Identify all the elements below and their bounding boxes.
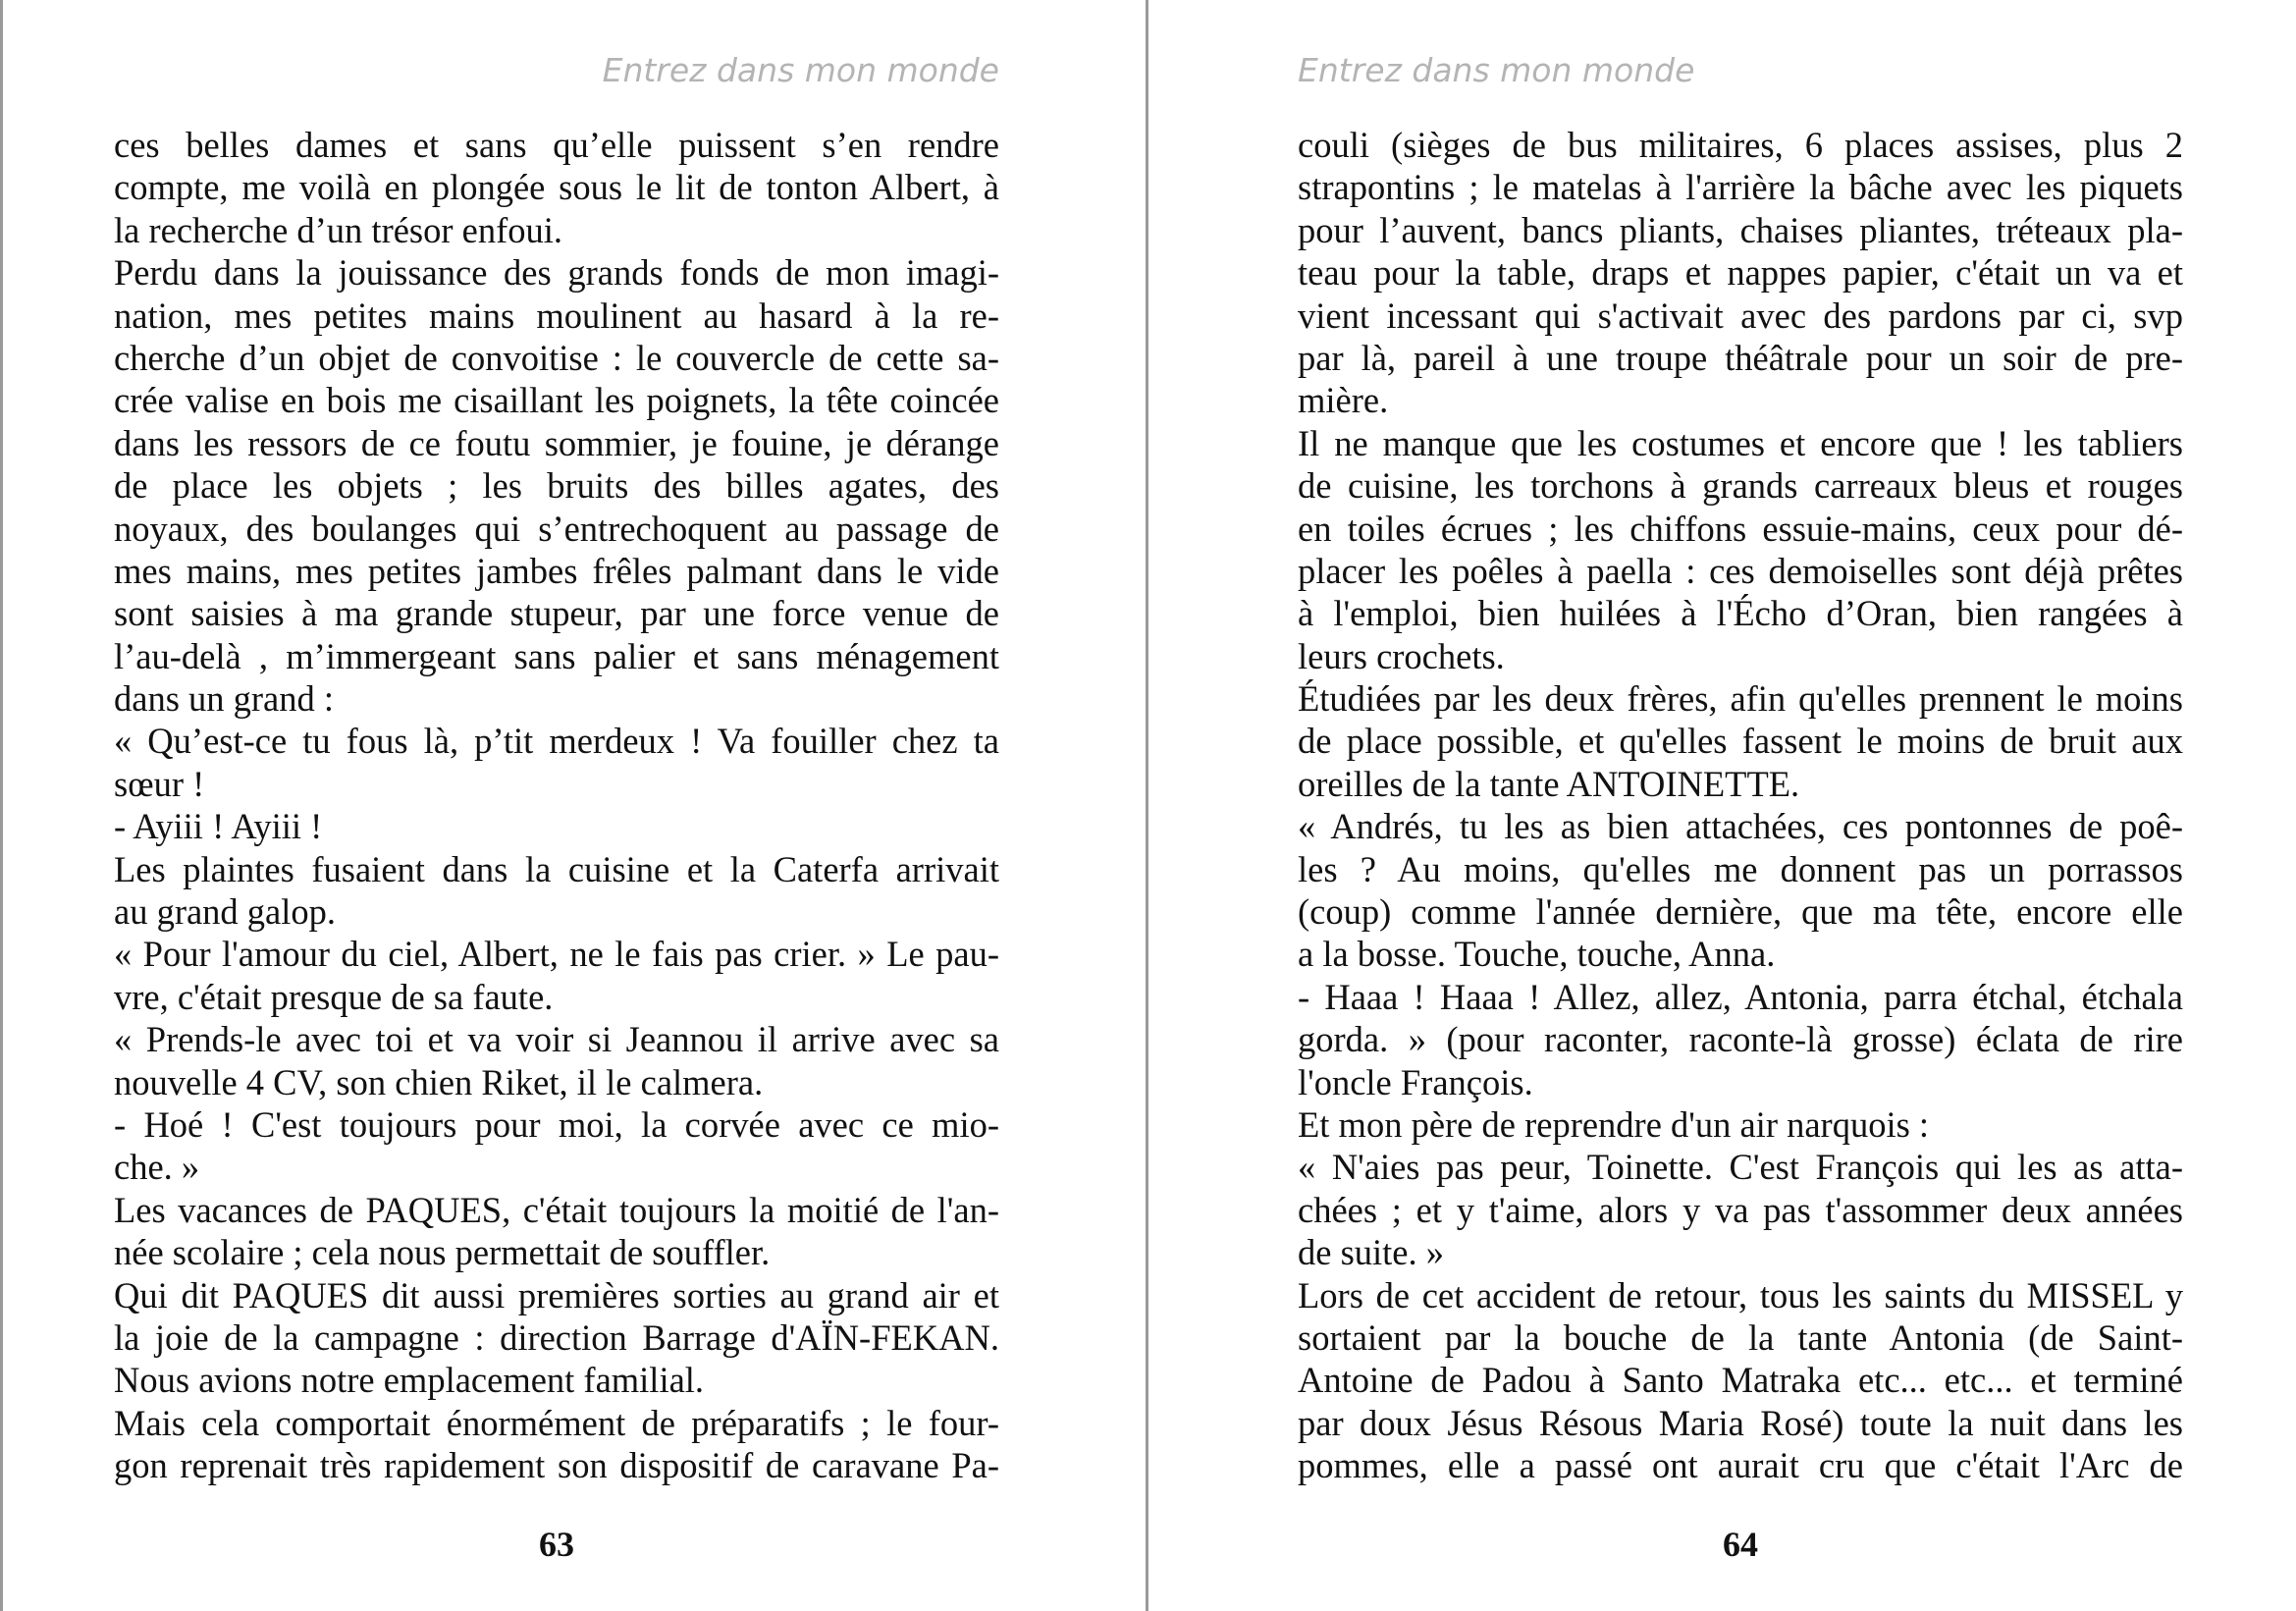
text-line: sortaient par la bouche de la tante Antonia (de Saint- bbox=[1298, 1316, 2183, 1358]
text-line: Mais cela comportait énormément de préparatifs ; le four- bbox=[114, 1402, 999, 1443]
text-line: Les vacances de PAQUES, c'était toujours la moitié de l'an- bbox=[114, 1189, 999, 1230]
text-line: noyaux, des boulanges qui s’entrechoquent au passage de bbox=[114, 508, 999, 549]
page-right bbox=[1298, 0, 2183, 1611]
running-header: Entrez dans mon monde bbox=[602, 51, 999, 89]
text-line: a la bosse. Touche, touche, Anna. bbox=[1298, 934, 1776, 975]
text-line: « Prends-le avec toi et va voir si Jeannou il arrive avec sa bbox=[114, 1019, 999, 1060]
text-line: dans un grand : bbox=[114, 678, 335, 720]
text-line: che. » bbox=[114, 1147, 200, 1188]
text-line: Lors de cet accident de retour, tous les saints du MISSEL y bbox=[1298, 1274, 2183, 1316]
text-line: de cuisine, les torchons à grands carreaux bleus et rouges bbox=[1298, 465, 2183, 507]
text-line: couli (sièges de bus militaires, 6 places assises, plus 2 bbox=[1298, 125, 2183, 165]
text-line: dans les ressors de ce foutu sommier, je fouine, je dérange bbox=[114, 422, 999, 463]
text-line: sont saisies à ma grande stupeur, par une force venue de bbox=[114, 593, 999, 634]
page-number: 64 bbox=[1723, 1525, 1758, 1564]
text-line: Il ne manque que les costumes et encore que ! les tabliers bbox=[1298, 422, 2183, 463]
text-line: vre, c'était presque de sa faute. bbox=[114, 976, 554, 1017]
text-line: mes mains, mes petites jambes frêles palmant dans le vide bbox=[114, 550, 999, 591]
text-line: compte, me voilà en plongée sous le lit de tonton Albert, à bbox=[114, 167, 999, 208]
text-line: nouvelle 4 CV, son chien Riket, il le calmera. bbox=[114, 1061, 764, 1102]
text-line: pommes, elle a passé ont aurait cru que c'était l'Arc de bbox=[1298, 1445, 2183, 1486]
text-line: Nous avions notre emplacement familial. bbox=[114, 1360, 705, 1401]
text-line: Les plaintes fusaient dans la cuisine et la Caterfa arrivait bbox=[114, 848, 999, 889]
text-line: cherche d’un objet de convoitise : le couvercle de cette sa- bbox=[114, 337, 999, 378]
text-line: de suite. » bbox=[1298, 1232, 1445, 1273]
text-line: ces belles dames et sans qu’elle puissent s’en rendre bbox=[114, 125, 999, 165]
text-line: née scolaire ; cela nous permettait de souffler. bbox=[114, 1232, 771, 1273]
text-line: par doux Jésus Résous Maria Rosé) toute la nuit dans les bbox=[1298, 1402, 2183, 1443]
text-line: teau pour la table, draps et nappes papier, c'était un va et bbox=[1298, 252, 2183, 294]
text-line: la recherche d’un trésor enfoui. bbox=[114, 209, 563, 250]
text-line: en toiles écrues ; les chiffons essuie-mains, ceux pour dé- bbox=[1298, 508, 2183, 549]
text-line: « N'aies pas peur, Toinette. C'est François qui les as atta- bbox=[1298, 1147, 2183, 1188]
page-number: 63 bbox=[539, 1525, 574, 1564]
text-line: « Qu’est-ce tu fous là, p’tit merdeux ! Va fouiller chez ta bbox=[114, 721, 999, 762]
text-line: par là, pareil à une troupe théâtrale pour un soir de pre- bbox=[1298, 337, 2183, 378]
text-line: à l'emploi, bien huilées à l'Écho d’Oran, bien rangées à bbox=[1298, 593, 2183, 634]
text-line: pour l’auvent, bancs pliants, chaises pliantes, tréteaux pla- bbox=[1298, 209, 2183, 250]
text-line: nation, mes petites mains moulinent au hasard à la re- bbox=[114, 295, 999, 336]
text-line: sœur ! bbox=[114, 763, 205, 804]
text-line: gorda. » (pour raconter, raconte-là grosse) éclata de rire bbox=[1298, 1019, 2183, 1060]
text-line: « Andrés, tu les as bien attachées, ces pontonnes de poê- bbox=[1298, 806, 2183, 847]
text-line: la joie de la campagne : direction Barrage d'AÏN-FEKAN. bbox=[114, 1316, 999, 1358]
text-line: (coup) comme l'année dernière, que ma tête, encore elle bbox=[1298, 891, 2183, 933]
text-line: Qui dit PAQUES dit aussi premières sorties au grand air et bbox=[114, 1274, 999, 1316]
text-line: Antoine de Padou à Santo Matraka etc... etc... et terminé bbox=[1298, 1360, 2183, 1401]
book-gutter-line bbox=[1146, 0, 1148, 1611]
text-line: au grand galop. bbox=[114, 891, 337, 933]
page-body-text bbox=[1298, 124, 2183, 1487]
text-line: Étudiées par les deux frères, afin qu'elles prennent le moins bbox=[1298, 678, 2183, 720]
text-line: Perdu dans la jouissance des grands fonds de mon imagi- bbox=[114, 252, 999, 294]
text-line: oreilles de la tante ANTOINETTE. bbox=[1298, 763, 1800, 804]
text-line: strapontins ; le matelas à l'arrière la bâche avec les piquets bbox=[1298, 167, 2183, 208]
text-line: - Hoé ! C'est toujours pour moi, la corvée avec ce mio- bbox=[114, 1103, 999, 1145]
text-line: les ? Au moins, qu'elles me donnent pas un porrassos bbox=[1298, 848, 2183, 889]
text-line: mière. bbox=[1298, 380, 1389, 421]
left-edge-line bbox=[0, 0, 3, 1611]
text-line: chées ; et y t'aime, alors y va pas t'assommer deux années bbox=[1298, 1189, 2183, 1230]
text-line: vient incessant qui s'activait avec des pardons par ci, svp bbox=[1298, 295, 2183, 336]
text-line: Et mon père de reprendre d'un air narquois : bbox=[1298, 1103, 1930, 1145]
text-line: - Ayiii ! Ayiii ! bbox=[114, 806, 323, 847]
text-line: l'oncle François. bbox=[1298, 1061, 1533, 1102]
text-line: crée valise en bois me cisaillant les poignets, la tête coincée bbox=[114, 380, 999, 421]
text-line: placer les poêles à paella : ces demoiselles sont déjà prêtes bbox=[1298, 550, 2183, 591]
running-header: Entrez dans mon monde bbox=[1298, 51, 1695, 89]
text-line: l’au-delà , m’immergeant sans palier et sans ménagement bbox=[114, 635, 999, 676]
text-line: de place possible, et qu'elles fassent le moins de bruit aux bbox=[1298, 721, 2183, 762]
text-line: leurs crochets. bbox=[1298, 635, 1505, 676]
text-line: de place les objets ; les bruits des billes agates, des bbox=[114, 465, 999, 507]
text-line: « Pour l'amour du ciel, Albert, ne le fais pas crier. » Le pau- bbox=[114, 934, 999, 975]
page-left bbox=[114, 0, 999, 1611]
text-line: gon reprenait très rapidement son dispositif de caravane Pa- bbox=[114, 1445, 999, 1486]
page-body-text bbox=[114, 124, 999, 1487]
text-line: - Haaa ! Haaa ! Allez, allez, Antonia, parra étchal, étchala bbox=[1298, 976, 2183, 1017]
